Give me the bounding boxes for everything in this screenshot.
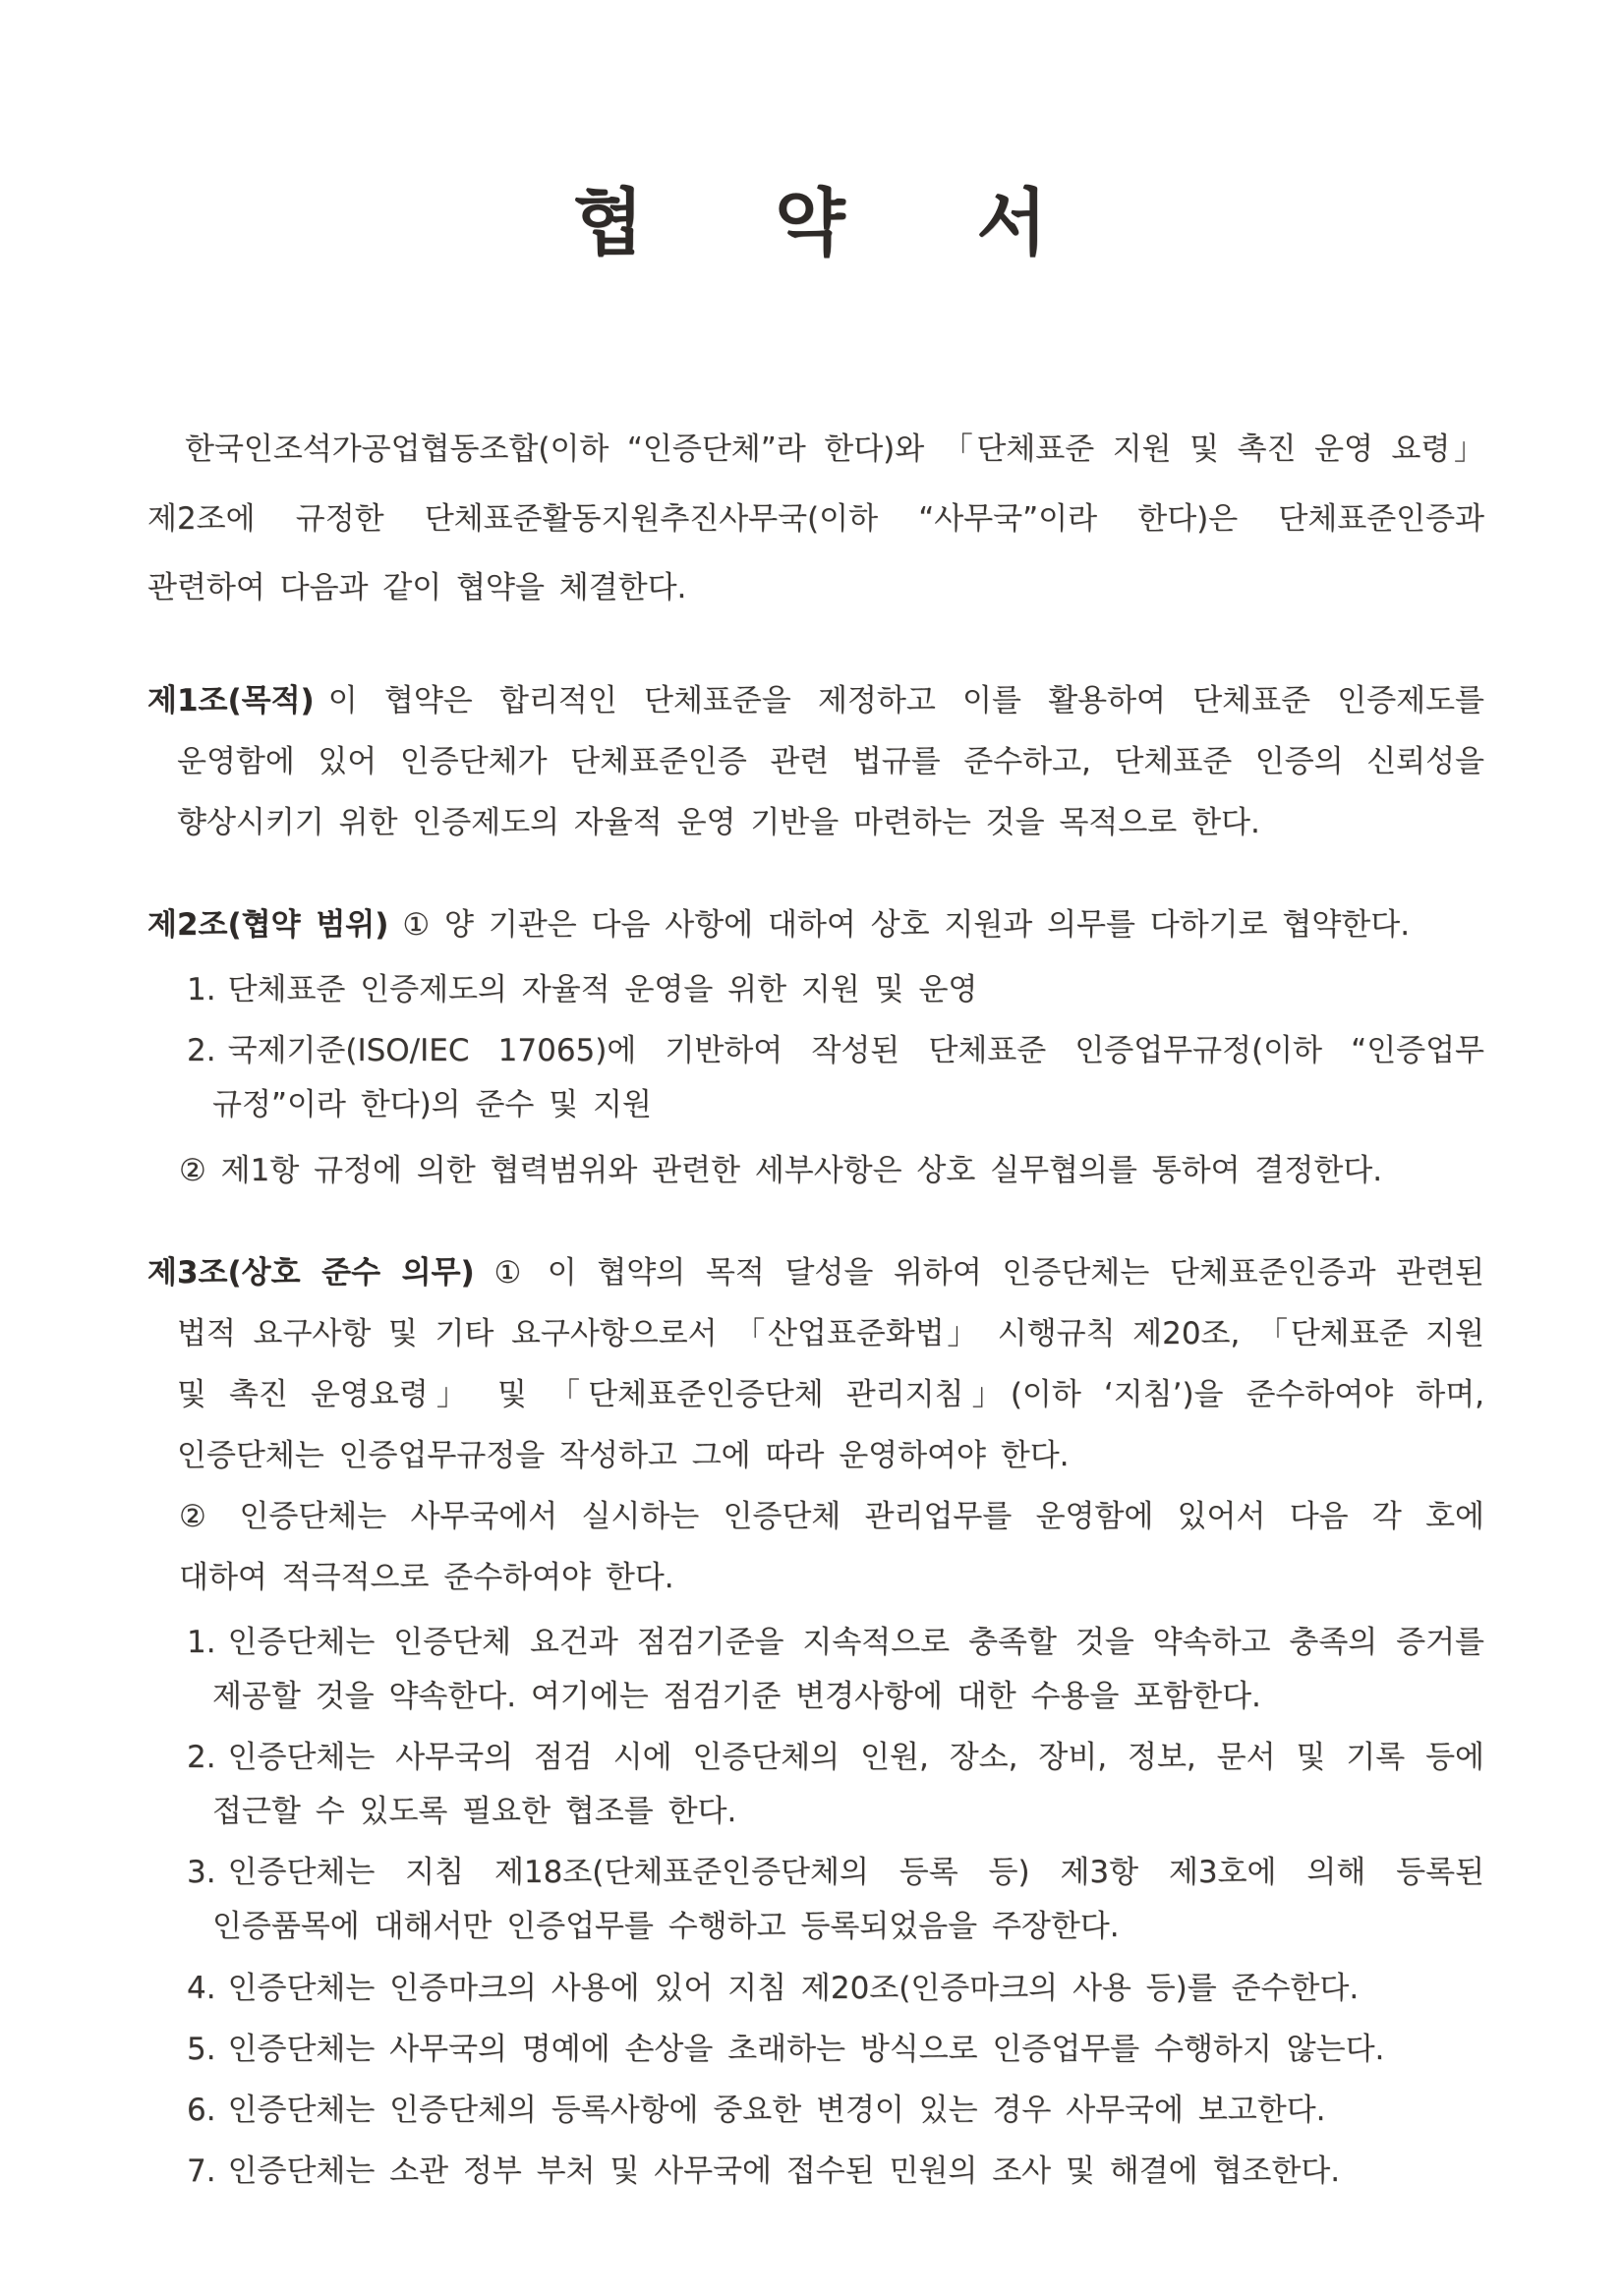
item-number: 5.	[187, 2031, 216, 2067]
article-3-item-list	[147, 1616, 1484, 2200]
list-item	[147, 2084, 1484, 2138]
list-item	[147, 963, 1484, 1017]
article-2-item-list	[147, 963, 1484, 1133]
item-number: 4.	[187, 1970, 216, 2006]
article-2-clause-2: ② 제1항 규정에 의한 협력범위와 관련한 세부사항은 상호 실무협의를 통하여 결정한다.	[179, 1152, 1383, 1188]
article-1-body: 이 협약은 합리적인 단체표준을 제정하고 이를 활용하여 단체표준 인증제도를 운영함에 있어 인증단체가 단체표준인증 관련 법규를 준수하고, 단체표준 인증의 신뢰성을 향상시키기 위한 인증제도의 자율적 운영 기반을 마련하는 것을 목적으로 한다.	[177, 683, 1484, 841]
item-number: 1.	[187, 972, 216, 1008]
item-text: 국제기준(ISO/IEC 17065)에 기반하여 작성된 단체표준 인증업무규정(이하 “인증업무 규정”이라 한다)의 준수 및 지원	[212, 1033, 1484, 1123]
article-1-paragraph	[147, 670, 1484, 853]
article-3-paragraph	[147, 1242, 1484, 1486]
article-2-heading: 제2조(협약 범위)	[147, 907, 389, 944]
list-item	[147, 1846, 1484, 1954]
article-2-paragraph	[147, 894, 1484, 955]
item-text: 인증단체는 인증마크의 사용에 있어 지침 제20조(인증마크의 사용 등)를 준수한다.	[227, 1970, 1360, 2006]
article-3	[147, 1242, 1484, 2200]
list-item	[147, 1024, 1484, 1132]
list-item	[147, 2023, 1484, 2077]
item-text: 인증단체는 인증단체 요건과 점검기준을 지속적으로 충족할 것을 약속하고 충족의 증거를 제공할 것을 약속한다. 여기에는 점검기준 변경사항에 대한 수용을 포함한다.	[212, 1624, 1484, 1714]
list-item	[147, 1616, 1484, 1724]
intro-paragraph: 한국인조석가공업협동조합(이하 “인증단체”라 한다)와 「단체표준 지원 및 촉진 운영 요령」 제2조에 규정한 단체표준활동지원추진사무국(이하 “사무국”이라 한다)은 단체표준인증과 관련하여 다음과 같이 협약을 체결한다.	[147, 431, 1484, 606]
item-number: 2.	[187, 1033, 216, 1069]
item-number: 3.	[187, 1855, 216, 1891]
article-3-clause-2: ② 인증단체는 사무국에서 실시하는 인증단체 관리업무를 운영함에 있어서 다음 각 호에 대하여 적극적으로 준수하여야 한다.	[179, 1498, 1484, 1595]
article-3-heading: 제3조(상호 준수 의무)	[147, 1254, 475, 1291]
document-title: 협 약 서	[573, 181, 1059, 265]
article-3-clause-1: ① 이 협약의 목적 달성을 위하여 인증단체는 단체표준인증과 관련된 법적 요구사항 및 기타 요구사항으로서 「산업표준화법」 시행규칙 제20조, 「단체표준 지원 및 촉진 운영요령」 및 「단체표준인증단체 관리지침」(이하 ‘지침’)을 준수하여야 하며, 인증단체는 인증업무규정을 작성하고 그에 따라 운영하여야 한다.	[177, 1254, 1484, 1473]
item-number: 1.	[187, 1624, 216, 1660]
item-number: 6.	[187, 2092, 216, 2128]
list-item	[147, 1962, 1484, 2016]
item-text: 단체표준 인증제도의 자율적 운영을 위한 지원 및 운영	[227, 972, 978, 1008]
list-item	[147, 1731, 1484, 1839]
article-2	[147, 894, 1484, 1201]
item-number: 7.	[187, 2153, 216, 2190]
article-2-clause-1: ① 양 기관은 다음 사항에 대하여 상호 지원과 의무를 다하기로 협약한다.	[402, 907, 1411, 944]
item-text: 인증단체는 사무국의 명예에 손상을 초래하는 방식으로 인증업무를 수행하지 않는다.	[227, 2031, 1385, 2067]
item-text: 인증단체는 소관 정부 부처 및 사무국에 접수된 민원의 조사 및 해결에 협조한다.	[227, 2153, 1341, 2190]
article-1-heading: 제1조(목적)	[147, 683, 315, 719]
item-text: 인증단체는 지침 제18조(단체표준인증단체의 등록 등) 제3항 제3호에 의해 등록된 인증품목에 대해서만 인증업무를 수행하고 등록되었음을 주장한다.	[212, 1855, 1484, 1945]
item-text: 인증단체는 사무국의 점검 시에 인증단체의 인원, 장소, 장비, 정보, 문서 및 기록 등에 접근할 수 있도록 필요한 협조를 한다.	[212, 1739, 1484, 1830]
item-number: 2.	[187, 1739, 216, 1775]
list-item	[147, 2145, 1484, 2199]
item-text: 인증단체는 인증단체의 등록사항에 중요한 변경이 있는 경우 사무국에 보고한다.	[227, 2092, 1326, 2128]
article-1	[147, 670, 1484, 853]
